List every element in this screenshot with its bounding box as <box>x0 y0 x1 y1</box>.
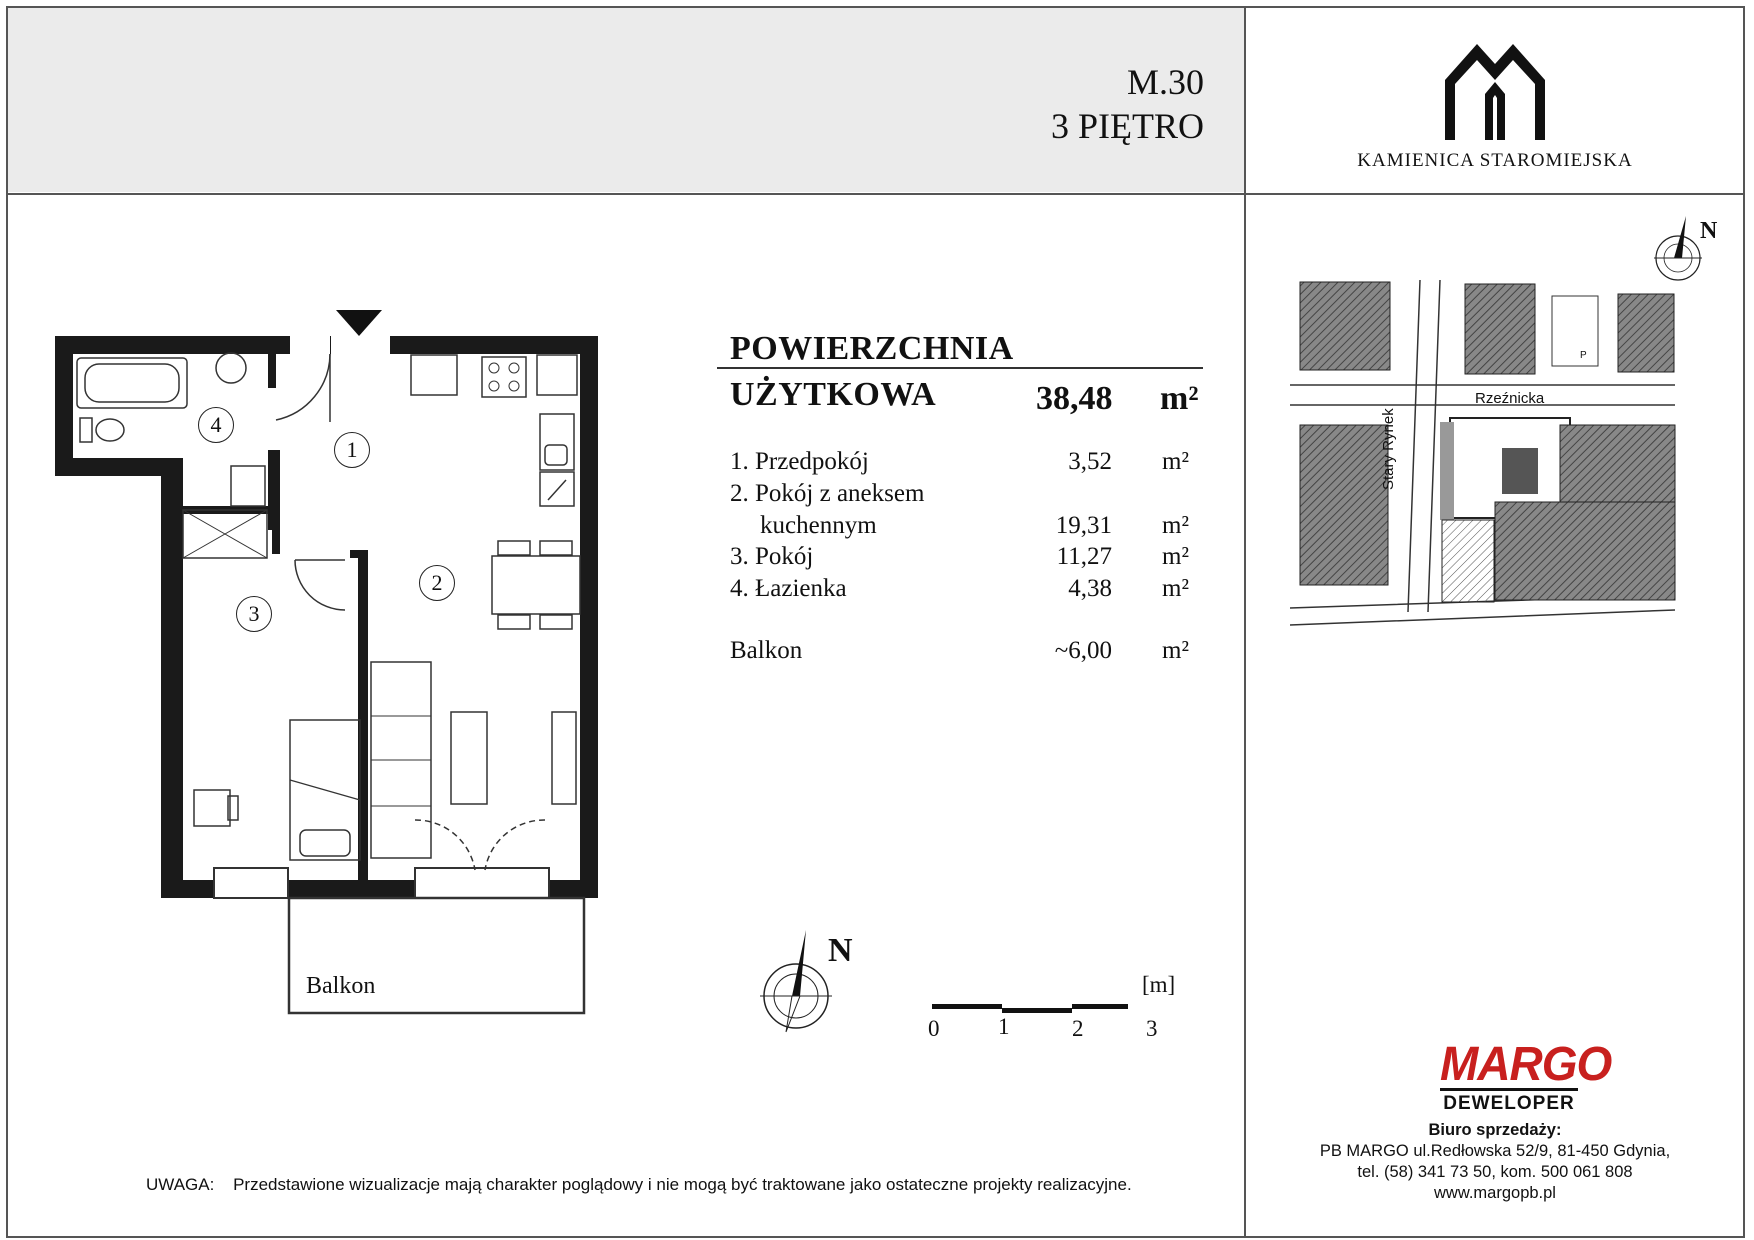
sales-office <box>1245 1120 1745 1204</box>
disclaimer <box>146 1175 1132 1195</box>
room-1-label: 1. Przedpokój <box>730 448 869 475</box>
room-4-value: 4,38 <box>1068 575 1112 602</box>
developer-logo: MARGO <box>1440 1035 1612 1091</box>
office-title: Biuro sprzedaży: <box>1428 1121 1562 1139</box>
scale-tick-2: 2 <box>1072 1016 1084 1041</box>
map-north-label: N <box>1700 218 1718 244</box>
floor-label: 3 PIĘTRO <box>1051 106 1204 146</box>
area-title-line2: UŻYTKOWA <box>730 376 937 413</box>
room-1-value: 3,52 <box>1068 448 1112 475</box>
balcony-unit: m² <box>1162 637 1189 664</box>
area-total: 38,48 <box>1036 380 1113 417</box>
disclaimer-key: UWAGA: <box>146 1175 215 1194</box>
room-3-unit: m² <box>1162 543 1189 570</box>
floor-plan <box>0 0 620 1030</box>
office-website[interactable]: www.margopb.pl <box>1434 1184 1556 1202</box>
map-compass-icon <box>1650 214 1706 284</box>
map-parking-label: P <box>1580 350 1587 361</box>
map-street-rzeznicka: Rzeźnicka <box>1475 390 1545 407</box>
scale-bar <box>930 996 1130 1016</box>
room-number-4: 4 <box>198 407 234 443</box>
site-map <box>1290 270 1720 650</box>
room-2-label-cont: kuchennym <box>760 512 877 539</box>
room-2-value: 19,31 <box>1055 512 1112 539</box>
office-phone: tel. (58) 341 73 50, kom. 500 061 808 <box>1357 1163 1633 1181</box>
room-2-unit: m² <box>1162 512 1189 539</box>
room-3-label: 3. Pokój <box>730 543 814 570</box>
scale-tick-0: 0 <box>928 1016 940 1041</box>
area-total-unit: m² <box>1160 380 1199 417</box>
developer-sub: DEWELOPER <box>1440 1088 1578 1115</box>
apartment-number: M.30 <box>1126 62 1204 102</box>
brand-name: KAMIENICA STAROMIEJSKA <box>1357 150 1633 171</box>
disclaimer-text: Przedstawione wizualizacje mają charakter poglądowy i nie mogą być traktowane jako ostateczne projekty realizacyjne. <box>233 1175 1132 1194</box>
balcony-label: Balkon <box>730 637 803 664</box>
scale-tick-1: 1 <box>998 1014 1010 1039</box>
room-number-1: 1 <box>334 432 370 468</box>
room-1-unit: m² <box>1162 448 1189 475</box>
plan-balcony-label: Balkon <box>306 973 376 999</box>
map-street-stary-rynek: Stary Rynek <box>1380 408 1397 490</box>
room-3-value: 11,27 <box>1056 543 1112 570</box>
room-4-unit: m² <box>1162 575 1189 602</box>
compass-north-label: N <box>828 932 853 969</box>
scale-unit: [m] <box>1142 972 1176 997</box>
title-rule <box>717 367 1203 369</box>
room-2-label: 2. Pokój z aneksem <box>730 480 925 507</box>
office-address: PB MARGO ul.Redłowska 52/9, 81-450 Gdynia, <box>1319 1142 1671 1160</box>
area-title-line1: POWIERZCHNIA <box>730 330 1014 367</box>
balcony-value: ~6,00 <box>1054 637 1112 664</box>
room-4-label: 4. Łazienka <box>730 575 847 602</box>
room-number-3: 3 <box>236 596 272 632</box>
apartment-heading <box>1051 60 1204 148</box>
brand-logo-icon <box>1440 34 1550 144</box>
scale-tick-3: 3 <box>1146 1016 1158 1041</box>
room-number-2: 2 <box>419 565 455 601</box>
compass-rose-icon <box>756 928 836 1038</box>
